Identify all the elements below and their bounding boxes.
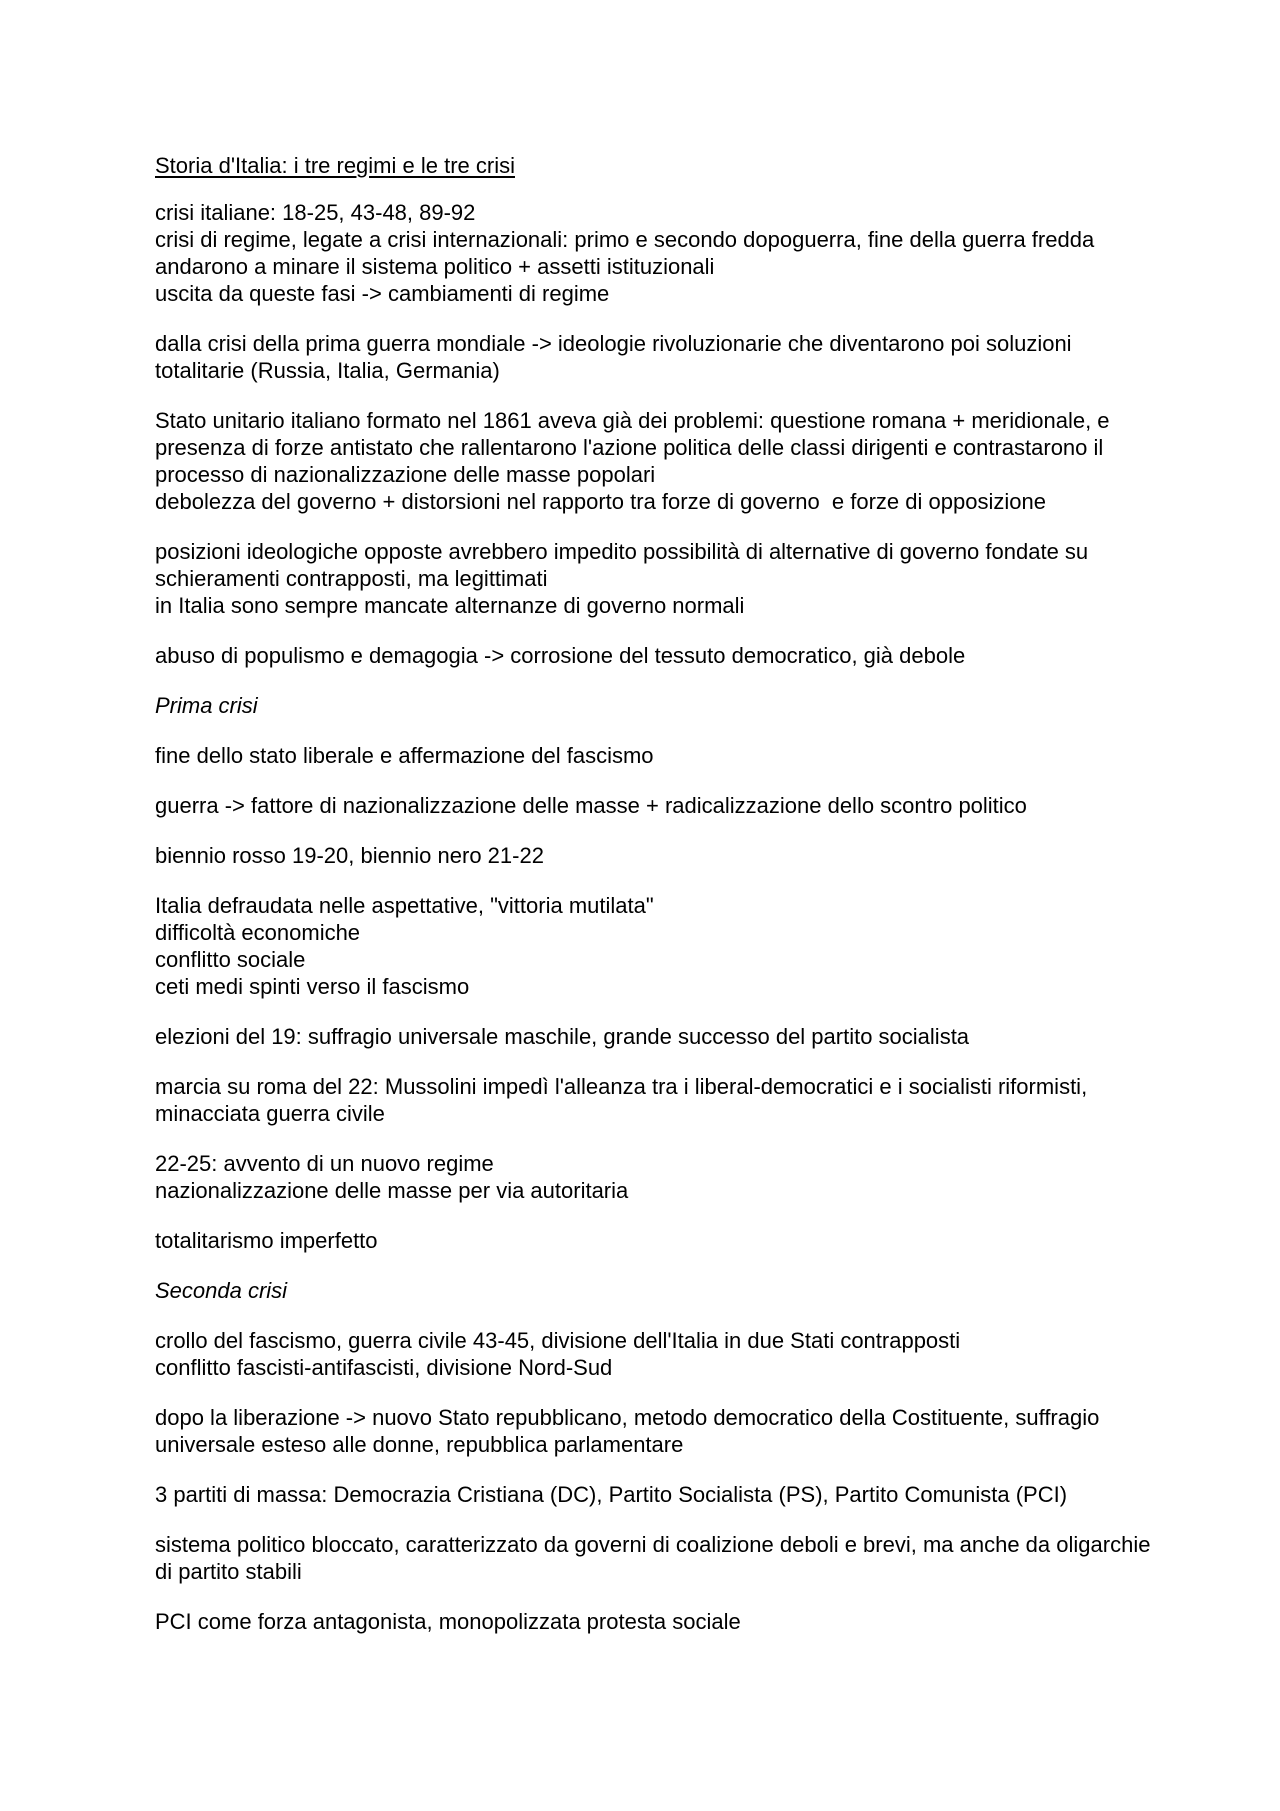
text-line: conflitto fascisti-antifascisti, divisione Nord-Sud — [155, 1355, 613, 1380]
text-line: totalitarismo imperfetto — [155, 1228, 378, 1253]
paragraph — [155, 1227, 1155, 1254]
text-line: 3 partiti di massa: Democrazia Cristiana (DC), Partito Socialista (PS), Partito Comunista (PCI) — [155, 1482, 1068, 1507]
document-title: Storia d'Italia: i tre regimi e le tre crisi — [155, 153, 515, 178]
text-line: andarono a minare il sistema politico + assetti istituzionali — [155, 254, 715, 279]
text-line: Stato unitario italiano formato nel 1861 aveva già dei problemi: questione romana + meridionale, e presenza di forze antistato che rallentarono l'azione politica delle classi dirigenti e contrastarono il processo di nazionalizzazione delle masse popolari — [155, 408, 1116, 487]
section-heading-text: Prima crisi — [155, 693, 258, 718]
paragraph — [155, 1327, 1155, 1381]
paragraph — [155, 842, 1155, 869]
paragraph — [155, 1150, 1155, 1204]
text-line: in Italia sono sempre mancate alternanze di governo normali — [155, 593, 745, 618]
section-heading — [155, 1277, 1155, 1304]
text-line: dalla crisi della prima guerra mondiale -> ideologie rivoluzionarie che diventarono poi soluzioni totalitarie (Russia, Italia, Germania) — [155, 331, 1078, 383]
text-line: crisi italiane: 18-25, 43-48, 89-92 — [155, 200, 476, 225]
text-line: PCI come forza antagonista, monopolizzata protesta sociale — [155, 1609, 741, 1634]
paragraph — [155, 1073, 1155, 1127]
text-line: marcia su roma del 22: Mussolini impedì l'alleanza tra i liberal-democratici e i socialisti riformisti, minacciata guerra civile — [155, 1074, 1094, 1126]
paragraph — [155, 1608, 1155, 1635]
text-line: posizioni ideologiche opposte avrebbero impedito possibilità di alternative di governo fondate su schieramenti contrapposti, ma legittimati — [155, 539, 1095, 591]
text-line: crisi di regime, legate a crisi internazionali: primo e secondo dopoguerra, fine della guerra fredda — [155, 227, 1095, 252]
text-line: conflitto sociale — [155, 947, 306, 972]
text-line: difficoltà economiche — [155, 920, 361, 945]
document-page — [155, 152, 1155, 1658]
paragraph — [155, 199, 1155, 307]
text-line: elezioni del 19: suffragio universale maschile, grande successo del partito socialista — [155, 1024, 970, 1049]
paragraph — [155, 642, 1155, 669]
section-heading-text: Seconda crisi — [155, 1278, 288, 1303]
text-line: guerra -> fattore di nazionalizzazione delle masse + radicalizzazione dello scontro politico — [155, 793, 1027, 818]
paragraph — [155, 892, 1155, 1000]
paragraph — [155, 538, 1155, 619]
paragraph — [155, 407, 1155, 515]
paragraph — [155, 1023, 1155, 1050]
paragraph — [155, 792, 1155, 819]
text-line: abuso di populismo e demagogia -> corrosione del tessuto democratico, già debole — [155, 643, 966, 668]
paragraph — [155, 742, 1155, 769]
text-line: uscita da queste fasi -> cambiamenti di regime — [155, 281, 610, 306]
text-line: 22-25: avvento di un nuovo regime — [155, 1151, 494, 1176]
text-line: biennio rosso 19-20, biennio nero 21-22 — [155, 843, 544, 868]
paragraph — [155, 330, 1155, 384]
paragraph — [155, 1404, 1155, 1458]
paragraph — [155, 1481, 1155, 1508]
text-line: fine dello stato liberale e affermazione del fascismo — [155, 743, 654, 768]
paragraph — [155, 1531, 1155, 1585]
section-heading — [155, 692, 1155, 719]
text-line: sistema politico bloccato, caratterizzato da governi di coalizione deboli e brevi, ma anche da oligarchie di partito stabili — [155, 1532, 1157, 1584]
text-line: ceti medi spinti verso il fascismo — [155, 974, 470, 999]
text-line: Italia defraudata nelle aspettative, "vittoria mutilata" — [155, 893, 654, 918]
text-line: dopo la liberazione -> nuovo Stato repubblicano, metodo democratico della Costituente, suffragio universale esteso alle donne, repubblica parlamentare — [155, 1405, 1106, 1457]
text-line: crollo del fascismo, guerra civile 43-45, divisione dell'Italia in due Stati contrapposti — [155, 1328, 961, 1353]
text-line: nazionalizzazione delle masse per via autoritaria — [155, 1178, 629, 1203]
document-body — [155, 199, 1155, 1635]
text-line: debolezza del governo + distorsioni nel rapporto tra forze di governo e forze di opposizione — [155, 489, 1046, 514]
